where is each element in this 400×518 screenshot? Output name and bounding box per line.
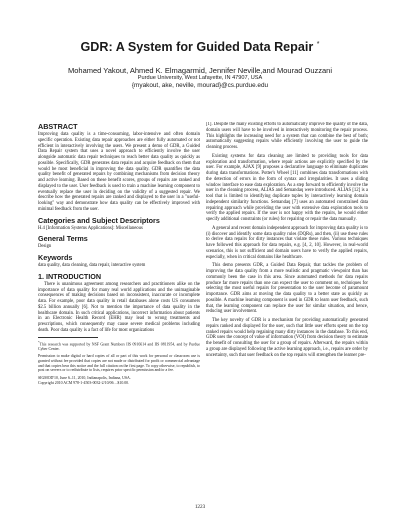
right-paragraph-1: [1]. Despite the many existing efforts to automatically improve the quality of the data, domain users will have to be involved in interactively monitoring the repair process. This highlights the increasing need for a system that can combine the best of both; automatically suggesting repairs while efficiently involving the user to guide the cleaning process. xyxy=(206,122,368,150)
keywords-text: data quality, data cleaning, data repair, interactive system xyxy=(38,263,146,268)
keywords-heading: Keywords xyxy=(38,253,73,262)
abstract-text: Improving data quality is a time-consuming, labor-intensive and often domain specific operation. Existing data repair approaches are either fully automated or not efficient in interactively involving the users. We present a demo of GDR, a Guided Data Repair system that uses a novel approach to efficiently involve the user alongside automatic data repair techniques to reach better data quality as quickly as possible. Specifically, GDR generates data repairs and acquire feedback on them that would be most beneficial in improving the data quality. GDR quantifies the data quality benefit of generated repairs by combining mechanisms from decision theory and active learning. Based on these benefit scores, groups of repairs are ranked and displayed to the user. User feedback is used to train a machine learning component to eventually replace the user in deciding on the validity of a suggested repair. We describe how the generated repairs are ranked and displayed to the user in a "useful-looking" way and demonstrate how data quality can be effectively improved with minimal feedback from the user. xyxy=(38,132,200,212)
title-footnote-mark: * xyxy=(316,41,320,48)
left-column xyxy=(38,122,200,502)
right-column xyxy=(206,122,368,502)
right-paragraph-5: The key novelty of GDR is a mechanism for providing automatically generated repairs ranked and displayed for the user, such that little user efforts spent on the top ranked repairs would help regaining many dirty instances in the database. To this end, GDR uses the concept of value of information (VOI) from decision theory to estimate the benefit of consulting the user for a group of repairs. Afterward, the repairs within a group are displayed following the active learning approach, i.e., repairs are order by uncertainty, such that user feedback on the top repairs will strengthen the learner pre- xyxy=(206,318,368,358)
conference-venue: SIGMOD'10, June 6–11, 2010, Indianapolis, Indiana, USA. xyxy=(38,376,131,381)
funding-footnote xyxy=(38,340,200,352)
paper-title xyxy=(20,38,380,54)
page-number: 1223 xyxy=(194,504,206,510)
author-list: Mohamed Yakout, Ahmed K. Elmagarmid, Jennifer Neville,and Mourad Ouzzani xyxy=(67,66,333,75)
footnote-divider xyxy=(38,337,98,338)
footnote-text: This research was supported by NSF Grant Numbers IIS 0916614 and IIS 0811954, and by Purdue Cyber Center. xyxy=(38,341,200,351)
title-text: GDR: A System for Guided Data Repair xyxy=(80,40,314,55)
affiliation: Purdue University, West Lafayette, IN 47907, USA xyxy=(137,75,263,81)
general-terms-text: Design xyxy=(38,244,52,250)
copyright-notice: Permission to make digital or hard copies of all or part of this work for personal or classroom use is granted without fee provided that copies are not made or distributed for profit or commercial advantage and that copies bear this notice and the full citation on the first page. To copy otherwise, to republish, to post on servers or to redistribute to lists, requires prior specific permission and/or a fee. xyxy=(38,354,200,373)
introduction-heading: 1. INTRODUCTION xyxy=(38,271,102,281)
categories-heading: Categories and Subject Descriptors xyxy=(38,215,160,225)
right-paragraph-4: This demo presents GDR, a Guided Data Repair, that tackles the problem of improving the data quality from a more realistic and pragmatic viewpoint than has commonly been the case in this area. Since automated methods for data repairs produce far more repairs than one can expect the user to comment on, techniques for selecting the most useful repairs for presentation to the user become of paramount importance. GDR aims at moving the data quality to a better state as quickly as possible. A machine learning component is used in GDR to learn user feedback, such that, the learning component can replace the user for similar situation, and hence, reducing user involvement. xyxy=(206,263,368,315)
right-paragraph-2: Existing systems for data cleaning are limited to providing tools for data exploration and transformation, where repair actions are explicitly specified by the user. For example, AJAX [9] proposes a declarative language to eliminate duplicates during data transformations. Potter's Wheel [11] combines data transformations with the detection of errors in the form of syntax and irregularities. It uses a sliding window interface to ease data exploration. As a step forward to efficiently involve the user in the cleaning process, ALIAS and Semandaq were introduced. ALIAS [12] is a tool that is limited to identifying duplicate tuples by interactively learning domain independent similarity functions. Semandaq [7] uses an automated constrained data repairing approach while providing the user with extensive data exploration tools to verify the applied repairs. If the user is not happy with the repairs, he would either specify additional constraints (or rules) for repairing or repair the data manually. xyxy=(206,153,368,222)
copyright-line: Copyright 2010 ACM 978-1-4503-0032-2/10/06 ...$10.00. xyxy=(38,380,130,385)
right-paragraph-3: A general and recent domain independent approach for improving data quality is to (i) discover and identify some data quality rules (DQRs), and then, (ii) use these rules to derive data repairs for dirty instances that violate these rules. Various techniques have followed this approach for data repairs, e.g. [4, 2, 10]. However, in real-world scenarios, this is not sufficient and domain users have to verify the applied repairs, especially, when in critical domains like healthcare. xyxy=(206,225,368,260)
categories-text: H.4 [Information Systems Applications]: Miscellaneous xyxy=(38,225,143,231)
author-emails: {myakout, ake, neville, mourad}@cs.purdue.edu xyxy=(131,82,269,89)
abstract-heading: ABSTRACT xyxy=(38,122,78,131)
footnote-mark: * xyxy=(38,339,40,344)
introduction-text: There is unanimous agreement among researchers and practitioners alike on the importance of data quality for many real world applications and the unimaginable consequences of making decisions based on inconsistent, inaccurate or incomplete data. For example, poor data quality in retail databases alone costs US consumers $2.5 billion annually [6]. Not to mention the importance of data quality in the healthcare domain. In such critical applications, incorrect information about patients in an Electronic Health Record (EHR) may lead to wrong treatments and prescriptions, which consequently may cause severe medical problems including death. Poor data quality is a fact of life for most organizations xyxy=(38,281,200,333)
general-terms-heading: General Terms xyxy=(38,234,88,244)
